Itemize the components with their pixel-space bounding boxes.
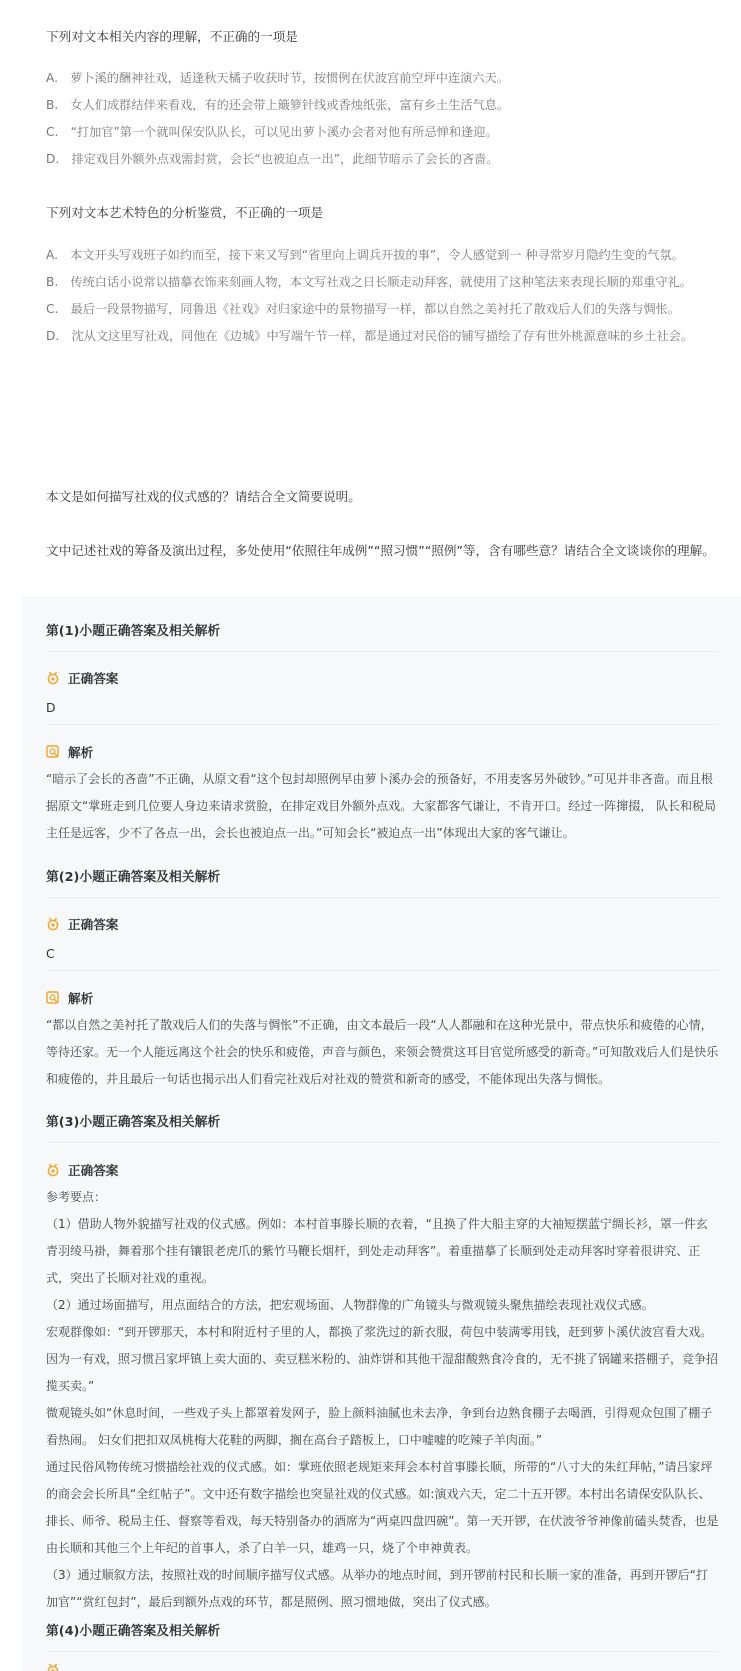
analysis-text-label: 解析 (68, 745, 94, 760)
option-c: C. 最后一段景物描写，同鲁迅《社戏》对归家途中的景物描写一样，都以自然之美衬托了散戏后人们的失落与惆怅。 (46, 302, 680, 316)
correct-answer-label-3 (46, 1160, 118, 1179)
analysis-label-2 (46, 988, 93, 1007)
answer-value: C (46, 946, 55, 961)
option-a: A. 本文开头写戏班子如约而至，接下来又写到“省里向上调兵开拔的事”，令人感觉到一 种寻常岁月隐约生变的气氛。 (46, 248, 684, 262)
answer-line: 宏观群像如：“到开锣那天，本村和附近村子里的人，都换了浆洗过的新衣服，荷包中装满零用钱，赶到萝卜溪伏波宫看大戏。因为一有戏，照习惯吕家坪镇上卖大面的、卖豆糕米粉的、油炸饼和其他干湿甜酸熟食冷食的，无不挑了锅罐来搭棚子，竞争招揽买卖。” (46, 1325, 719, 1393)
answer-line: （3）通过顺叙方法，按照社戏的时间顺序描写仪式感。从举办的地点时间，到开锣前村民和长顺一家的准备，再到开锣后“打加官”“赏红包封”，最后到额外点戏的环节，都是照例、照习惯地做，突出了仪式感。 (46, 1568, 708, 1609)
analysis-label-1 (46, 742, 93, 761)
divider (46, 651, 719, 652)
answer-2-title: 第(2)小题正确答案及相关解析 (46, 870, 221, 885)
answer-1-title: 第(1)小题正确答案及相关解析 (46, 624, 221, 639)
magnifier-doc-icon (46, 745, 60, 759)
question-2-options (46, 242, 719, 350)
question-3-stem: 本文是如何描写社戏的仪式感的？请结合全文简要说明。 (46, 489, 361, 504)
magnifier-doc-icon (46, 991, 60, 1005)
question-4-stem: 文中记述社戏的筹备及演出过程，多处使用“依照往年成例”“照习惯”“照例”等，含有哪些意？请结合全文谈谈你的理解。 (46, 543, 715, 558)
answer-line: （1）借助人物外貌描写社戏的仪式感。例如：本村首事滕长顺的衣着，“且换了件大船主穿的大袖短摆蓝宁绸长衫，罩一件玄青羽绫马褂，舞着那个挂有镶银老虎爪的紫竹马鞭长烟杆，到处走动拜客”。着重描摹了长顺到处走动拜客时穿着很讲究、正式，突出了长顺对社戏的重视。 (46, 1217, 708, 1285)
answer-line: 参考要点： (46, 1190, 107, 1204)
answer-value: D (46, 700, 56, 715)
medal-icon (46, 1163, 60, 1177)
question-1-stem: 下列对文本相关内容的理解，不正确的一项是 (46, 29, 298, 44)
question-2-stem: 下列对文本艺术特色的分析鉴赏，不正确的一项是 (46, 205, 324, 220)
divider (46, 724, 719, 725)
medal-icon (46, 917, 60, 931)
answer-line: 微观镜头如“休息时间，一些戏子头上都罩着发网子，脸上颜料油腻也未去净，争到台边熟食棚子去喝酒，引得观众包围了棚子看热闹。 妇女们把扣双凤桃梅大花鞋的两脚，搁在高台子踏板上，口中嘘嘘的吃辣子羊肉面。” (46, 1406, 713, 1447)
answer-line: 通过民俗风物传统习惯描绘社戏的仪式感。如：掌班依照老规矩来拜会本村首事滕长顺，所带的“八寸大的朱红拜帖，”请吕家坪的商会会长所具“全红帖子”。文中还有数字描绘也突显社戏的仪式感。如:演戏六天，定二十五开锣。本村出名请保安队队长、排长、师爷、税局主任、督察等看戏，每天特别备办的酒席为“两桌四盘四碗”。第一天开锣，在伏波爷爷神像前磕头焚香，也是由长顺和其他三个上年纪的首事人，杀了白羊一只，雄鸡一只，烧了个申神黄表。 (46, 1460, 719, 1555)
divider (46, 1651, 719, 1652)
answer-3-title: 第(3)小题正确答案及相关解析 (46, 1115, 221, 1130)
divider (46, 1142, 719, 1143)
analysis-body: “暗示了会长的吝啬”不正确，从原文看“这个包封却照例早由萝卜溪办会的预备好，不用麦客另外破钞。”可见并非吝啬。而且根据原文“掌班走到几位要人身边来请求赏脸，在排定戏目外额外点戏。大家都客气谦让，不肯开口。经过一阵撺掇， 队长和税局主任是远客，少不了各点一出，会长也被迫点一出。”可知会长“被迫点一出”体现出大家的客气谦让。 (46, 772, 717, 840)
medal-icon (46, 1663, 60, 1671)
question-1-options (46, 65, 719, 173)
option-a: A. 萝卜溪的酬神社戏，适逢秋天橘子收获时节，按惯例在伏波宫前空坪中连演六天。 (46, 71, 509, 85)
answer-line: （2）通过场面描写，用点面结合的方法，把宏观场面、人物群像的广角镜头与微观镜头聚焦描绘表现社戏仪式感。 (46, 1298, 654, 1312)
divider (46, 970, 719, 971)
analysis-body: “都以自然之美衬托了散戏后人们的失落与惆怅”不正确，由文本最后一段“人人都融和在这种光景中，带点快乐和疲倦的心情，等待还家。无一个人能远离这个社会的快乐和疲倦，声音与颜色，来领会赞赏这耳目官觉所感受的新奇。”可知散戏后人们是快乐和疲倦的，并且最后一句话也揭示出人们看完社戏后对社戏的赞赏和新奇的感受，不能体现出失落与惆怅。 (46, 1018, 719, 1086)
correct-answer-text: 正确答案 (68, 1163, 119, 1178)
correct-answer-label-1 (46, 668, 118, 687)
correct-answer-label-2 (46, 914, 118, 933)
divider (46, 897, 719, 898)
option-b: B. 女人们成群结伴来看戏，有的还会带上簸箩针线或香烛纸张，富有乡土生活气息。 (46, 98, 510, 112)
medal-icon (46, 671, 60, 685)
answer-panel (22, 596, 741, 1671)
option-d: D. 排定戏目外额外点戏需封赏，会长“也被迫点一出”，此细节暗示了会长的吝啬。 (46, 152, 499, 166)
analysis-text-label: 解析 (68, 991, 94, 1006)
correct-answer-text: 正确答案 (68, 917, 119, 932)
answer-4-title: 第(4)小题正确答案及相关解析 (46, 1624, 221, 1639)
reference-answer (46, 1184, 719, 1616)
option-d: D. 沈从文这里写社戏，同他在《边城》中写端午节一样，都是通过对民俗的铺写描绘了存有世外桃源意味的乡土社会。 (46, 329, 694, 343)
option-c: C. “打加官”第一个就叫保安队队长，可以见出萝卜溪办会者对他有所忌惮和逢迎。 (46, 125, 498, 139)
correct-answer-text: 正确答案 (68, 671, 119, 686)
option-b: B. 传统白话小说常以描摹衣饰来刻画人物，本文写社戏之日长顺走动拜客，就使用了这种笔法来表现长顺的郑重守礼。 (46, 275, 692, 289)
